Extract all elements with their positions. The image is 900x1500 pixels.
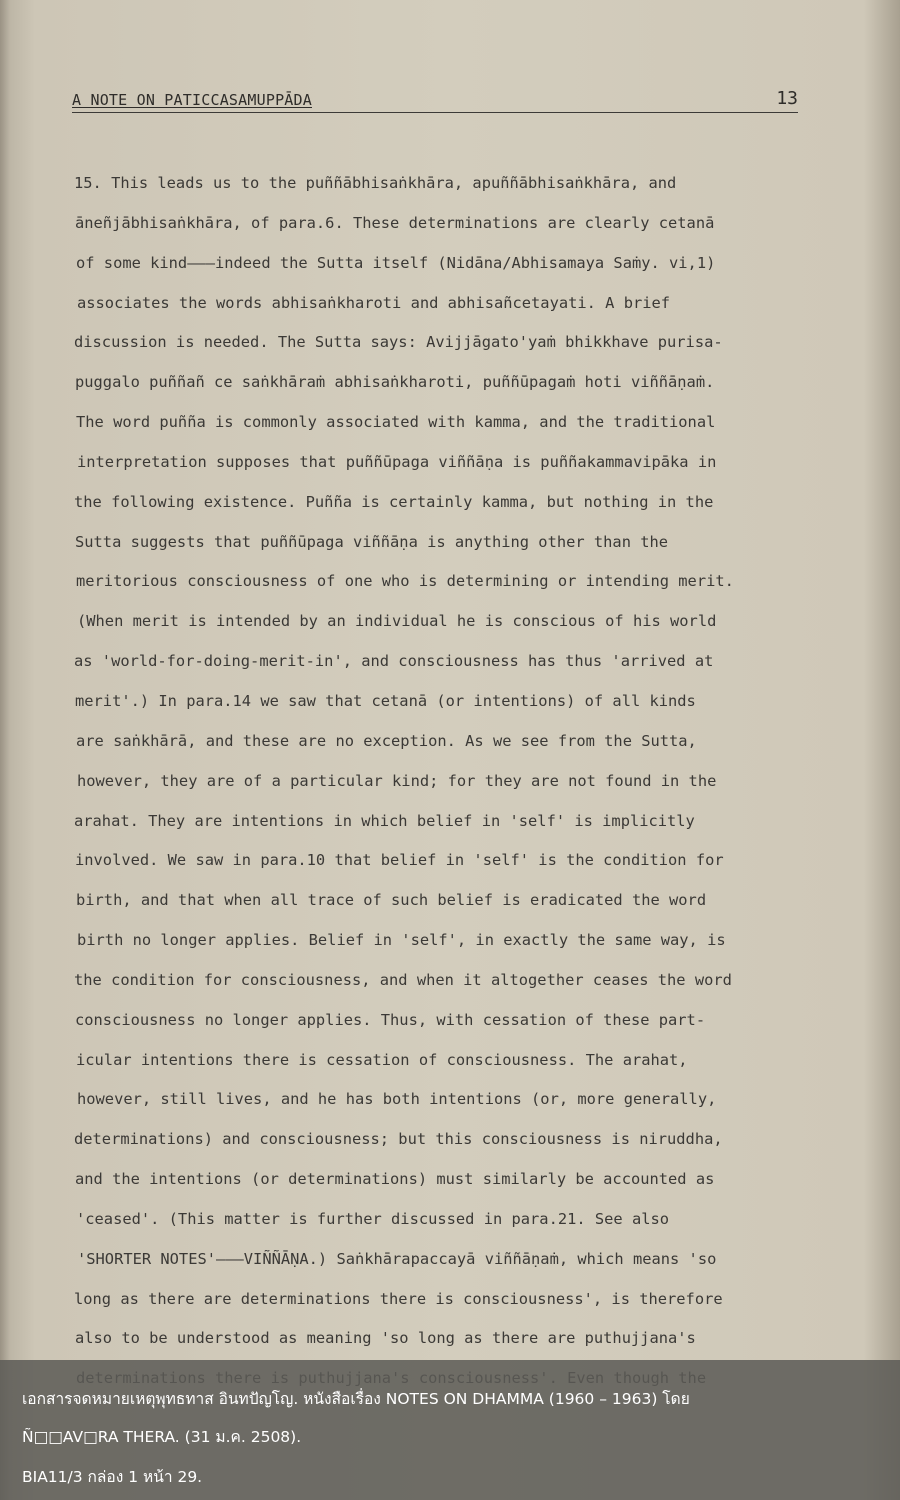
- text-line: discussion is needed. The Sutta says: Avijjāgato'yaṁ bhikkhave purisa-: [74, 333, 723, 352]
- archive-caption: [0, 1360, 900, 1500]
- text-line: meritorious consciousness of one who is determining or intending merit.: [76, 572, 734, 591]
- text-line: interpretation supposes that puññūpaga viññāṇa is puññakammavipāka in: [77, 452, 717, 471]
- text-line: The word puñña is commonly associated with kamma, and the traditional: [76, 413, 716, 432]
- header-title: A NOTE ON PATICCASAMUPPĀDA: [72, 91, 312, 109]
- text-line: birth no longer applies. Belief in 'self', in exactly the same way, is: [77, 931, 726, 950]
- text-line: arahat. They are intentions in which belief in 'self' is implicitly: [74, 811, 695, 830]
- text-line: involved. We saw in para.10 that belief in 'self' is the condition for: [75, 851, 724, 870]
- caption-author: Ñ□□AV□RA THERA. (31 ม.ค. 2508).: [22, 1428, 302, 1446]
- text-line: consciousness no longer applies. Thus, with cessation of these part-: [75, 1010, 706, 1029]
- text-line: puggalo puññañ ce saṅkhāraṁ abhisaṅkharoti, puññūpagaṁ hoti viññāṇaṁ.: [75, 373, 715, 392]
- caption-reference: BIA11/3 กล่อง 1 หน้า 29.: [22, 1468, 203, 1486]
- page-number: 13: [776, 88, 798, 109]
- text-line: birth, and that when all trace of such belief is eradicated the word: [76, 891, 707, 910]
- caption-title: เอกสารจดหมายเหตุพุทธทาส อินทปัญโญ. หนังสือเรื่อง NOTES ON DHAMMA (1960 – 1963) โดย: [22, 1390, 690, 1408]
- text-line: of some kind———indeed the Sutta itself (Nidāna/Abhisamaya Saṁy. vi,1): [76, 253, 716, 272]
- text-line: as 'world-for-doing-merit-in', and consciousness has thus 'arrived at: [74, 652, 714, 671]
- text-line: 'ceased'. (This matter is further discussed in para.21. See also: [76, 1209, 670, 1228]
- text-line: the condition for consciousness, and when it altogether ceases the word: [74, 970, 732, 989]
- text-line: 'SHORTER NOTES'———VIÑÑĀṆA.) Saṅkhārapaccayā viññāṇaṁ, which means 'so: [77, 1249, 717, 1268]
- page-header: [72, 90, 798, 113]
- text-line: āneñjābhisaṅkhāra, of para.6. These determinations are clearly cetanā: [75, 213, 715, 232]
- text-line: determinations) and consciousness; but this consciousness is niruddha,: [74, 1130, 723, 1149]
- text-line: associates the words abhisaṅkharoti and abhisañcetayati. A brief: [77, 293, 671, 312]
- text-line: and the intentions (or determinations) must similarly be accounted as: [75, 1170, 715, 1189]
- text-line: merit'.) In para.14 we saw that cetanā (or intentions) of all kinds: [75, 691, 696, 710]
- text-line: are saṅkhārā, and these are no exception. As we see from the Sutta,: [76, 731, 697, 750]
- text-line: the following existence. Puñña is certainly kamma, but nothing in the: [74, 492, 714, 511]
- body-text: [74, 170, 814, 1405]
- text-line: (When merit is intended by an individual he is conscious of his world: [77, 612, 717, 631]
- text-line: icular intentions there is cessation of consciousness. The arahat,: [76, 1050, 688, 1069]
- text-line: however, still lives, and he has both intentions (or, more generally,: [77, 1090, 717, 1109]
- text-line: long as there are determinations there is consciousness', is therefore: [74, 1289, 723, 1308]
- text-line: Sutta suggests that puññūpaga viññāṇa is anything other than the: [75, 532, 669, 551]
- text-line: also to be understood as meaning 'so long as there are puthujjana's: [75, 1329, 696, 1348]
- text-line: however, they are of a particular kind; for they are not found in the: [77, 771, 717, 790]
- text-line: 15. This leads us to the puññābhisaṅkhāra, apuññābhisaṅkhāra, and: [74, 174, 677, 192]
